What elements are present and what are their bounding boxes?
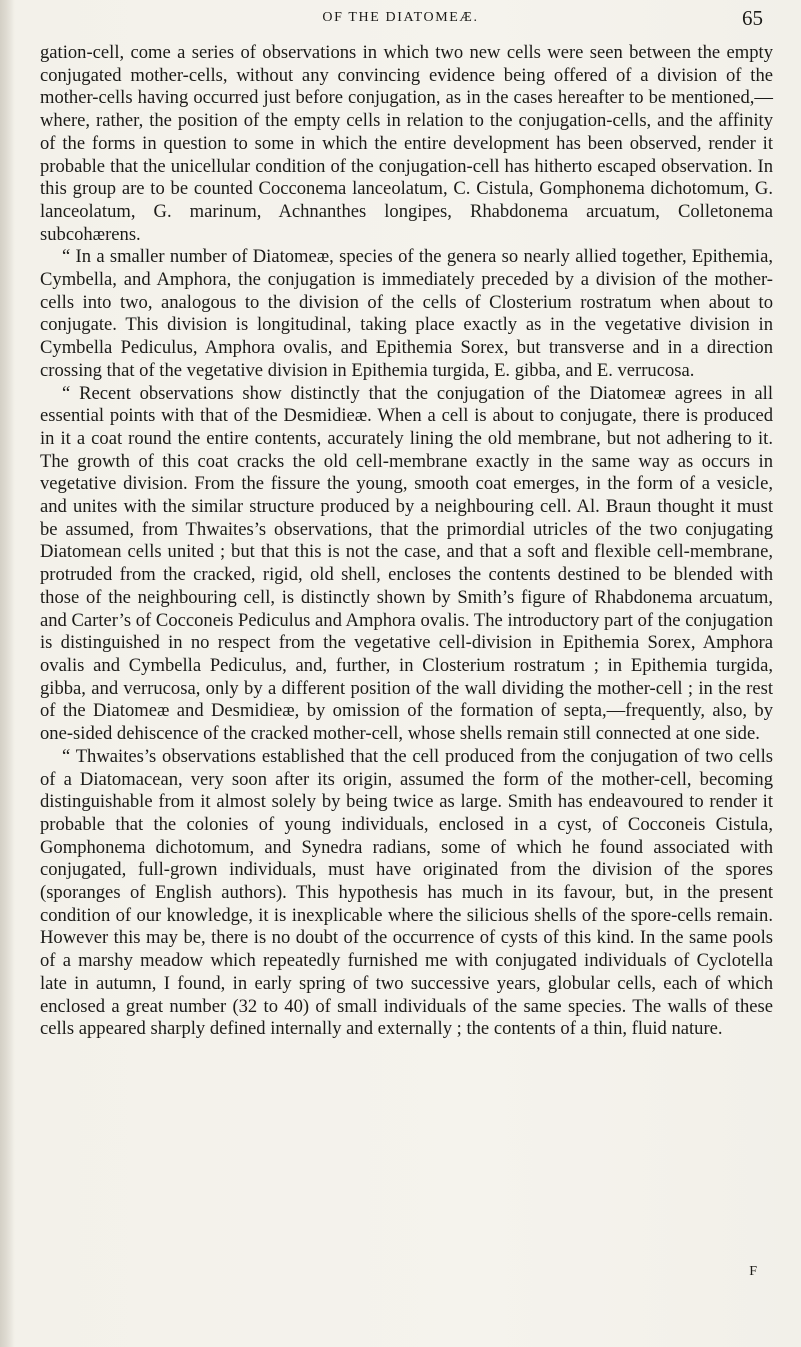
running-head-title: OF THE DIATOMEÆ. [322, 10, 479, 25]
paragraph-3: “ Recent observations show distinctly that the conjugation of the Diatomeæ agrees in all essential points with that of the Desmidieæ. When a cell is about to conjugate, there is produced in it a coat round the entire contents, accurately lining the old membrane, but not adhering to it. The growth of this coat cracks the old cell-membrane exactly in the same way as occurs in vegetative division. From the fissure the young, smooth coat emerges, in the form of a vesicle, and unites with the similar structure produced by a neighbouring cell. Al. Braun thought it must be assumed, from Thwaites’s observations, that the primordial utricles of the two conjugating Diatomean cells united ; but that this is not the case, and that a soft and flexible cell-membrane, protruded from the cracked, rigid, old shell, encloses the contents destined to be blended with those of the neighbouring cell, is distinctly shown by Smith’s figure of Rhabdonema arcuatum, and Carter’s of Cocconeis Pediculus and Amphora ovalis. The introductory part of the conjugation is distinguished in no respect from the vegetative cell-division in Epithemia Sorex, Amphora ovalis and Cymbella Pediculus, and, further, in Closterium rostratum ; in Epithemia turgida, gibba, and verrucosa, only by a different position of the wall dividing the mother-cell ; in the rest of the Diatomeæ and Desmidieæ, by omission of the formation of septa,—frequently, also, by one-sided dehiscence of the cracked mother-cell, whose shells remain still connected at one side. [40, 382, 773, 745]
page-number: 65 [742, 6, 763, 30]
paragraph-2: “ In a smaller number of Diatomeæ, species of the genera so nearly allied together, Epithemia, Cymbella, and Amphora, the conjugation is immediately preceded by a division of the mother-cells into two, analogous to the division of the cells of Closterium rostratum when about to conjugate. This division is longitudinal, taking place exactly as in the vegetative division in Cymbella Pediculus, Amphora ovalis, and Epithemia Sorex, but transverse and in a direction crossing that of the vegetative division in Epithemia turgida, E. gibba, and E. verrucosa. [40, 246, 773, 381]
body-text [40, 42, 773, 1041]
signature-mark: F [749, 1264, 757, 1279]
paragraph-4: “ Thwaites’s observations established that the cell produced from the conjugation of two cells of a Diatomacean, very soon after its origin, assumed the form of the mother-cell, becoming distinguishable from it almost solely by being twice as large. Smith has endeavoured to render it probable that the colonies of young individuals, enclosed in a cyst, of Cocconeis Cistula, Gomphonema dichotomum, and Synedra radians, some of which he found associated with conjugated, full-grown individuals, must have originated from the division of the spores (sporanges of English authors). This hypothesis has much in its favour, but, in the present condition of our knowledge, it is inexplicable where the silicious shells of the spore-cells remain. However this may be, there is no doubt of the occurrence of cysts of this kind. In the same pools of a marshy meadow which repeatedly furnished me with conjugated individuals of Cyclotella late in autumn, I found, in early spring of two successive years, globular cells, each of which enclosed a great number (32 to 40) of small individuals of the same species. The walls of these cells appeared sharply defined internally and externally ; the contents of a thin, fluid nature. [40, 745, 773, 1040]
running-head [0, 6, 801, 32]
gutter-shadow [0, 0, 14, 1347]
paragraph-1: gation-cell, come a series of observations in which two new cells were seen between the empty conjugated mother-cells, without any convincing evidence being offered of a division of the mother-cells having occurred just before conjugation, as in the cases hereafter to be mentioned,—where, rather, the position of the empty cells in relation to the conjugation-cells, and the affinity of the forms in question to some in which the entire development has been observed, render it probable that the unicellular condition of the conjugation-cell has hitherto escaped observation. In this group are to be counted Cocconema lanceolatum, C. Cistula, Gomphonema dichotomum, G. lanceolatum, G. marinum, Achnanthes longipes, Rhabdonema arcuatum, Colletonema subcohærens. [40, 42, 773, 245]
